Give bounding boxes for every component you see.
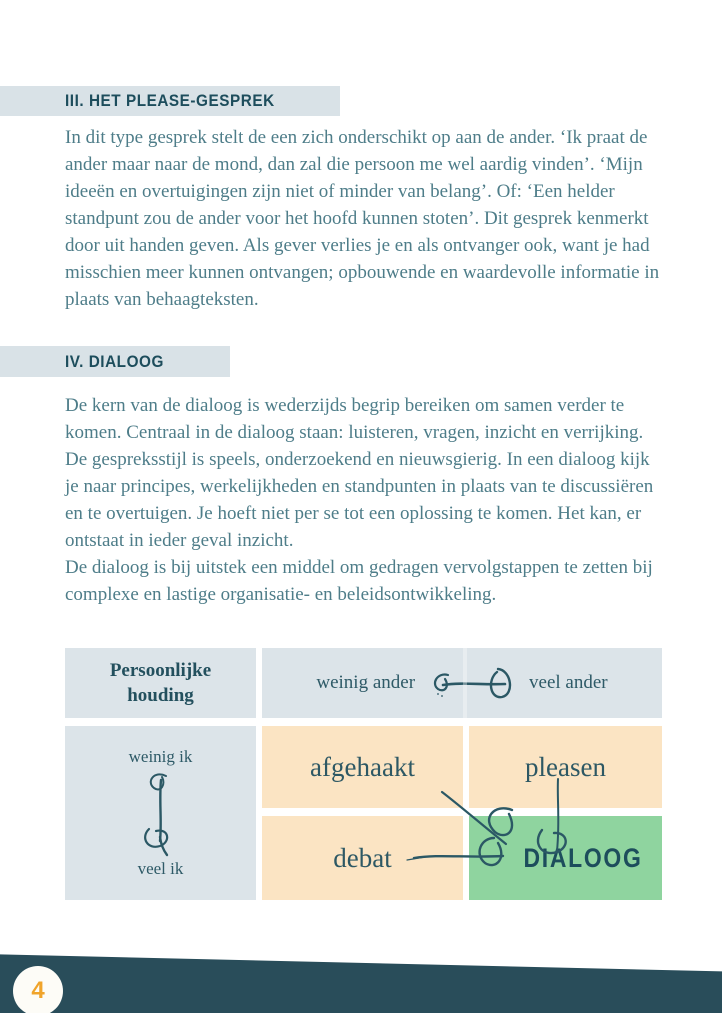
cell-label: pleasen [525,751,606,782]
cell-pleasen [469,726,662,808]
section-heading-label: III. HET PLEASE-GESPREK [65,91,275,110]
paragraph: De kern van de dialoog is wederzijds begrip bereiken om samen verder te komen. Centraal in de dialoog staan: luisteren, vragen, inzicht en verrijking. De gespreksstijl is speels, onderzoekend en nieuwsgierig. In een dialoog kijk je naar principes, werkelijkheden en standpunten in plaats van te discussiëren en te overtuigen. Je hoeft niet per se tot een oplossing te komen. Het kan, er ontstaat in ieder geval inzicht. [65,395,654,551]
page-number-badge [13,966,63,1013]
vertical-axis-arrow-icon [139,769,183,857]
y-axis-low-label: weinig ik [128,747,193,766]
section-body-please-gesprek: In dit type gesprek stelt de een zich onderschikt op aan de ander. ‘Ik praat de ander maar naar de mond, dan zal die persoon me wel aardig vinden’. ‘Mijn ideeën en overtuigingen zijn niet of minder van belang’. Of: ‘Een helder standpunt zou de ander voor het hoofd kunnen stoten’. Dit gesprek kenmerkt door uit handen geven. Als gever verlies je en als ontvanger ook, want je had misschien meer kunnen ontvangen; opbouwende en waardevolle informatie in plaats van behaagteksten. [65,127,660,310]
matrix-y-axis-cell [65,726,256,900]
persoonlijke-houding-matrix [65,648,662,900]
section-body-dialoog [65,392,666,608]
section-heading-please-gesprek [0,86,340,116]
cell-label: afgehaakt [310,751,415,782]
cell-afgehaakt [262,726,463,808]
cell-dialoog [469,816,662,900]
footer-band [0,950,722,1013]
matrix-corner-label: Persoonlijke houding [109,660,212,706]
matrix-corner-cell [65,648,256,718]
page-number: 4 [31,977,45,1004]
x-axis-low-label: weinig ander [316,672,416,693]
column-divider [463,648,467,718]
cell-debat [262,816,463,900]
section-heading-label: IV. DIALOOG [65,351,164,371]
paragraph: De dialoog is bij uitstek een middel om gedragen vervolgstappen te zetten bij complexe en lastige organisatie- en beleidsontwikkeling. [65,557,653,605]
y-axis-high-label: veel ik [137,859,184,878]
section-heading-dialoog [0,346,230,377]
cell-label: debat [333,842,392,873]
x-axis-high-label: veel ander [529,672,608,693]
horizontal-axis-arrow-icon [426,666,518,700]
matrix-x-axis-cell [262,648,662,718]
cell-label: DIALOOG [523,842,642,873]
